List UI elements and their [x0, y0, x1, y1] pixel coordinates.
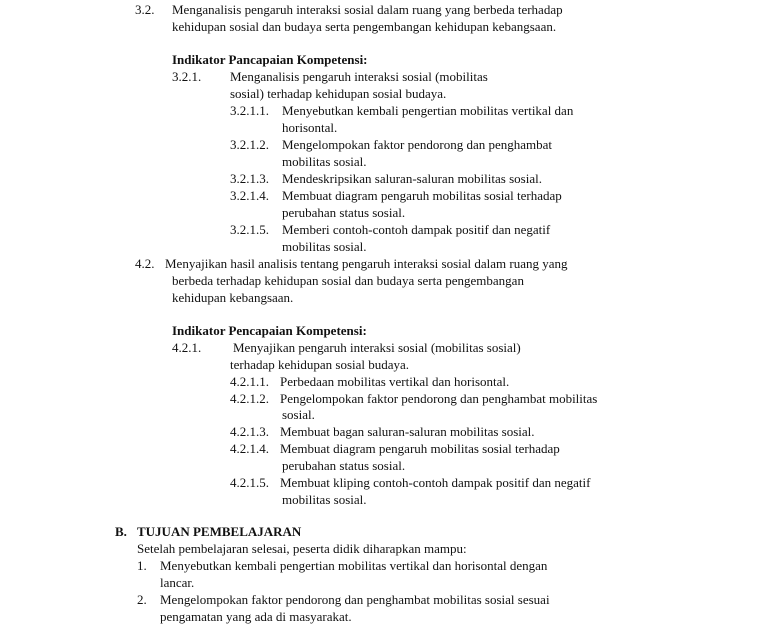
kd-3-2-text-line2: kehidupan sosial dan budaya serta pengembangan kehidupan kebangsaan.	[172, 19, 557, 34]
indicator-item-number: 4.2.1.4.	[230, 441, 269, 456]
section-b-letter: B.	[115, 524, 127, 539]
indicator-item-text: horisontal.	[282, 120, 338, 135]
indicator-item-number: 3.2.1.5.	[230, 222, 269, 237]
goal-text: pengamatan yang ada di masyarakat.	[160, 609, 352, 624]
indicator-4-2-1-line2: terhadap kehidupan sosial budaya.	[230, 357, 410, 372]
indicator-item-text: Membuat diagram pengaruh mobilitas sosial terhadap	[282, 188, 562, 203]
indicator-item-text: perubahan status sosial.	[282, 205, 406, 220]
goal-text: Mengelompokan faktor pendorong dan penghambat mobilitas sosial sesuai	[160, 592, 550, 607]
indicator-item-text: sosial.	[282, 407, 315, 422]
goal-text: lancar.	[160, 575, 195, 590]
indicator-item-number: 4.2.1.2.	[230, 391, 269, 406]
indicator-3-2-1-line1: Menganalisis pengaruh interaksi sosial (mobilitas	[230, 69, 488, 84]
indicator-item-text: mobilitas sosial.	[282, 154, 367, 169]
indicator-item-text: Membuat bagan saluran-saluran mobilitas sosial.	[280, 424, 535, 439]
indicator-item-text: mobilitas sosial.	[282, 239, 367, 254]
indicator-4-2-1-line1: Menyajikan pengaruh interaksi sosial (mobilitas sosial)	[233, 340, 521, 355]
indicator-item-text: perubahan status sosial.	[282, 458, 406, 473]
section-b-intro: Setelah pembelajaran selesai, peserta didik diharapkan mampu:	[137, 541, 467, 556]
section-b-title: TUJUAN PEMBELAJARAN	[137, 524, 302, 539]
indicator-item-number: 4.2.1.1.	[230, 374, 269, 389]
indicator-3-2-1-number: 3.2.1.	[172, 69, 202, 84]
goal-number: 2.	[137, 592, 147, 607]
indicator-item-text: Mendeskripsikan saluran-saluran mobilitas sosial.	[282, 171, 542, 186]
indicator-item-text: Pengelompokan faktor pendorong dan penghambat mobilitas	[280, 391, 598, 406]
kd-4-2-text-line3: kehidupan kebangsaan.	[172, 290, 294, 305]
indicator-item-number: 3.2.1.4.	[230, 188, 269, 203]
indicator-3-2-heading: Indikator Pancapaian Kompetensi:	[172, 52, 368, 67]
indicator-item-text: Mengelompokan faktor pendorong dan penghambat	[282, 137, 553, 152]
goal-text: Menyebutkan kembali pengertian mobilitas vertikal dan horisontal dengan	[160, 558, 548, 573]
indicator-4-2-heading: Indikator Pencapaian Kompetensi:	[172, 323, 367, 338]
indicator-3-2-1-line2: sosial) terhadap kehidupan sosial budaya.	[230, 86, 447, 101]
indicator-item-number: 3.2.1.2.	[230, 137, 269, 152]
kd-3-2-text-line1: Menganalisis pengaruh interaksi sosial dalam ruang yang berbeda terhadap	[172, 2, 563, 17]
indicator-item-number: 3.2.1.3.	[230, 171, 269, 186]
indicator-item-number: 4.2.1.5.	[230, 475, 269, 490]
indicator-item-text: mobilitas sosial.	[282, 492, 367, 507]
indicator-item-number: 4.2.1.3.	[230, 424, 269, 439]
goal-number: 1.	[137, 558, 147, 573]
kd-3-2-number: 3.2.	[135, 2, 155, 17]
indicator-4-2-1-number: 4.2.1.	[172, 340, 202, 355]
indicator-item-text: Memberi contoh-contoh dampak positif dan negatif	[282, 222, 551, 237]
indicator-item-text: Membuat diagram pengaruh mobilitas sosial terhadap	[280, 441, 560, 456]
indicator-item-number: 3.2.1.1.	[230, 103, 269, 118]
kd-4-2-text-line1: Menyajikan hasil analisis tentang pengaruh interaksi sosial dalam ruang yang	[165, 256, 568, 271]
indicator-item-text: Membuat kliping contoh-contoh dampak positif dan negatif	[280, 475, 591, 490]
indicator-item-text: Menyebutkan kembali pengertian mobilitas vertikal dan	[282, 103, 574, 118]
kd-4-2-number: 4.2.	[135, 256, 155, 271]
kd-4-2-text-line2: berbeda terhadap kehidupan sosial dan budaya serta pengembangan	[172, 273, 524, 288]
indicator-item-text: Perbedaan mobilitas vertikal dan horisontal.	[280, 374, 510, 389]
